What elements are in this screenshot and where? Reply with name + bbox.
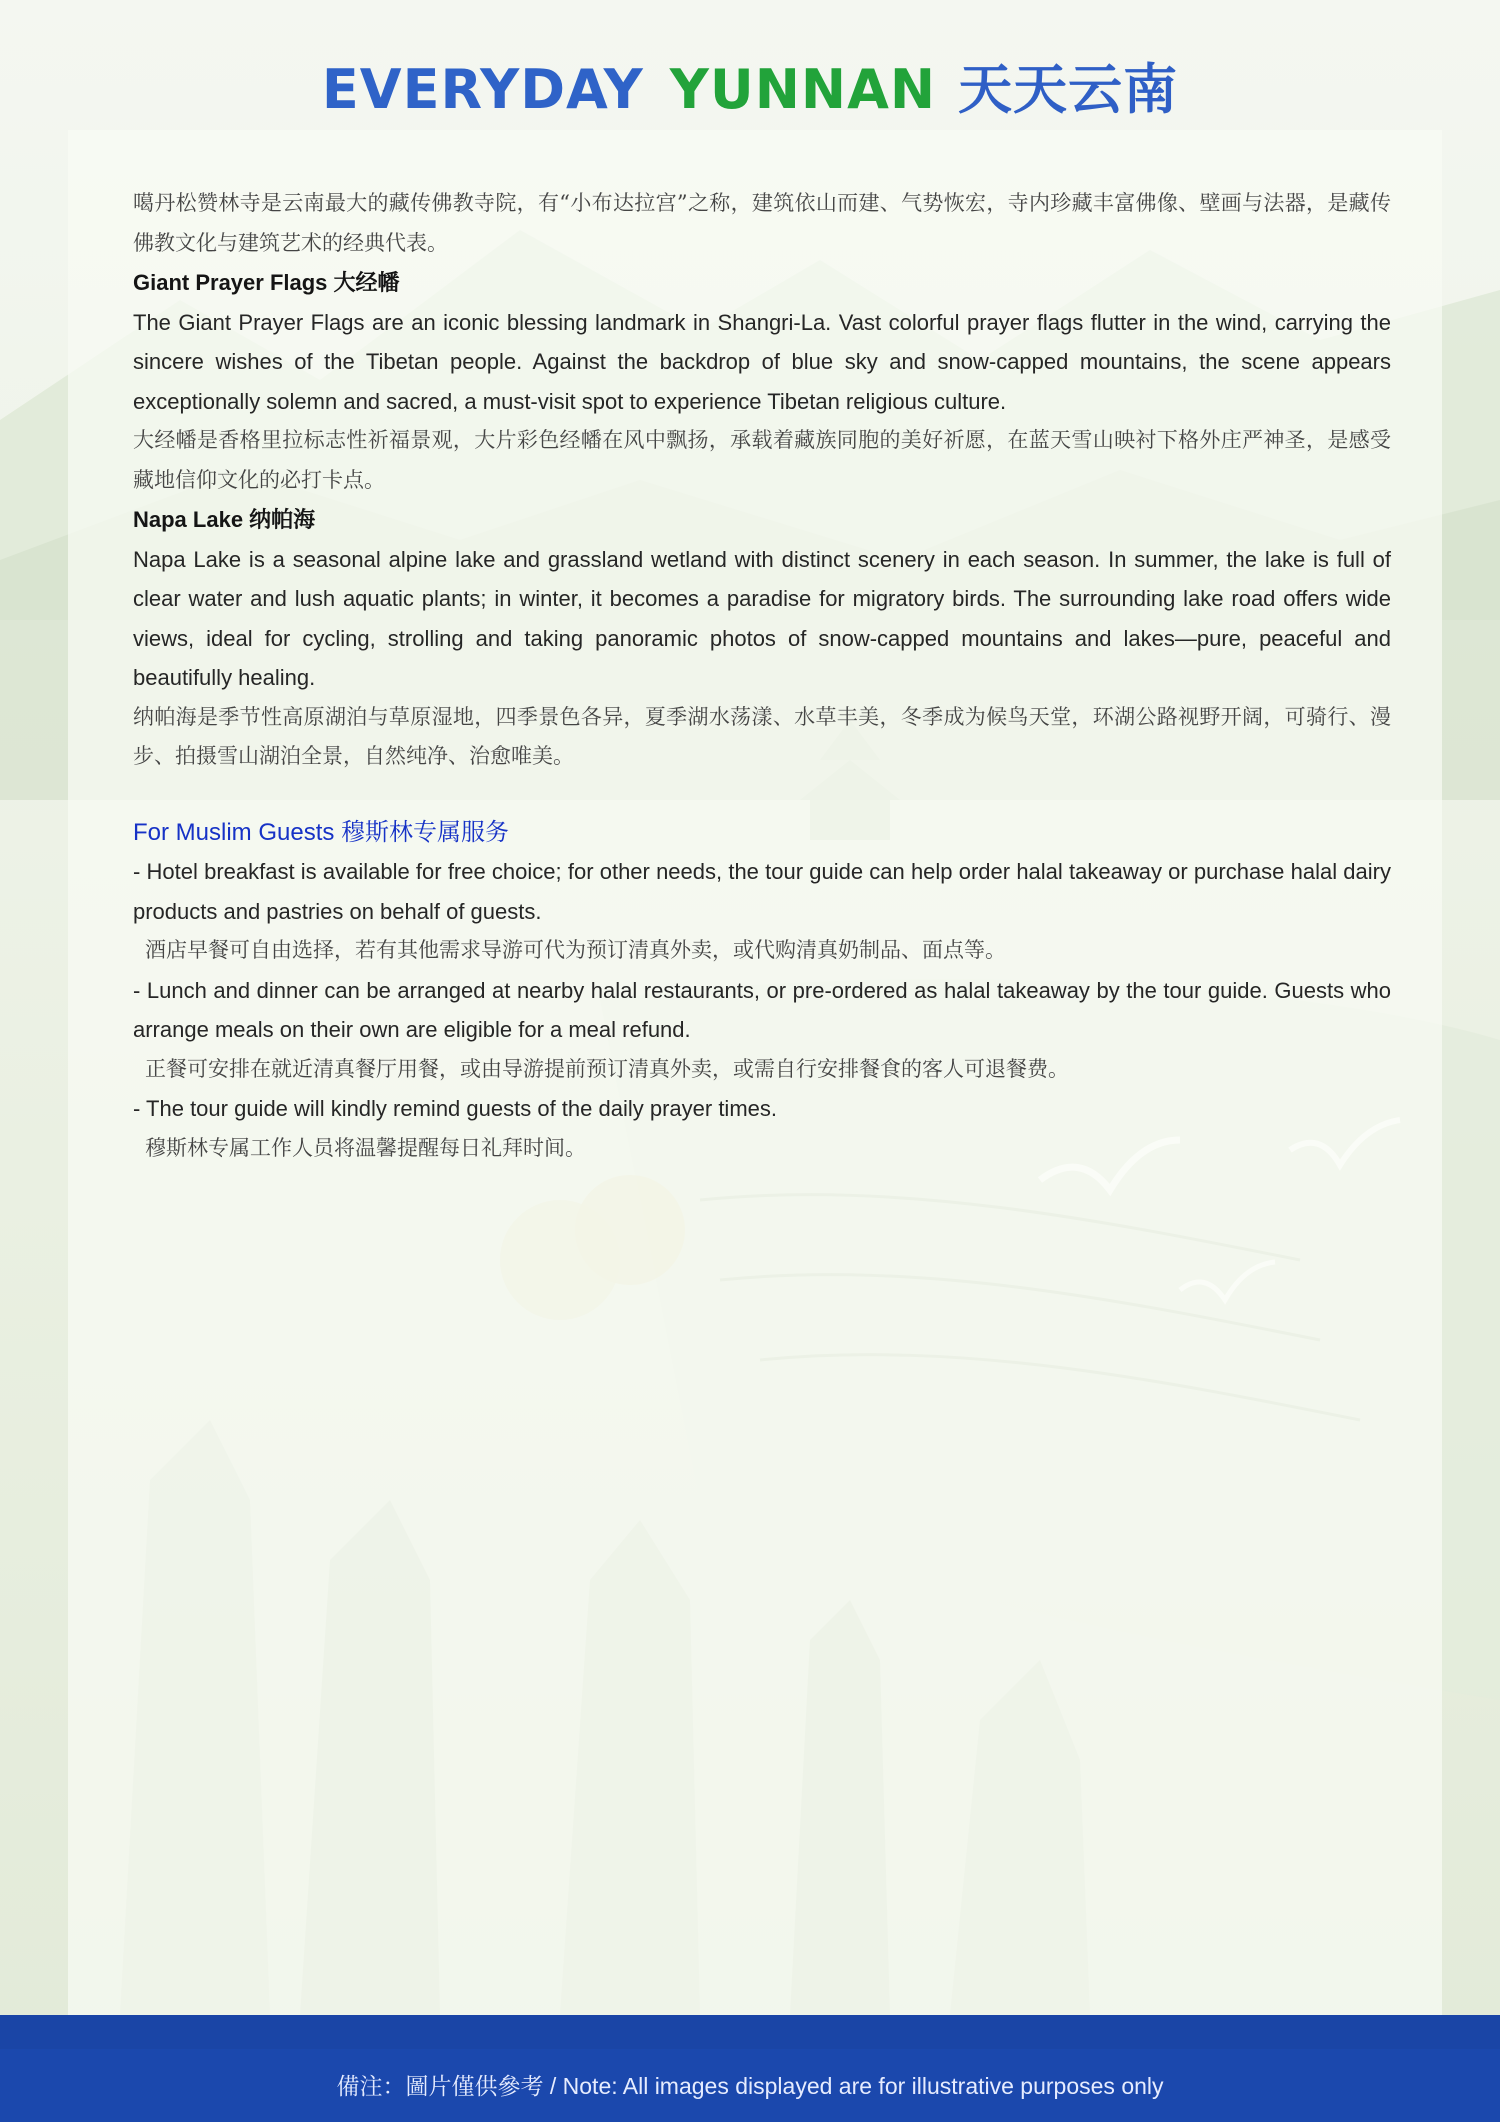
- prayer-flags-cn-text: 大经幡是香格里拉标志性祈福景观，大片彩色经幡在风中飘扬，承载着藏族同胞的美好祈愿，在蓝天雪山映衬下格外庄严神圣，是感受藏地信仰文化的必打卡点。: [133, 428, 1391, 492]
- napa-lake-title: Napa Lake 纳帕海: [133, 507, 316, 532]
- muslim-item-2-cn: 正餐可安排在就近清真餐厅用餐，或由导游提前预订清真外卖，或需自行安排餐食的客人可退餐费。: [145, 1056, 1069, 1081]
- muslim-guests-title: For Muslim Guests 穆斯林专属服务: [133, 818, 510, 846]
- muslim-item-1-en: - Hotel breakfast is available for free choice; for other needs, the tour guide can help order halal takeaway or purchase halal dairy products and pastries on behalf of guests.: [133, 859, 1391, 924]
- header-word-everyday: EVERYDAY: [321, 58, 644, 121]
- footer-note: 備注：圖片僅供參考 / Note: All images displayed are for illustrative purposes only: [336, 2073, 1164, 2099]
- prayer-flags-en-text: The Giant Prayer Flags are an iconic blessing landmark in Shangri-La. Vast colorful prayer flags flutter in the wind, carrying the sincere wishes of the Tibetan people. Against the backdrop of blue sky and snow-capped mountains, the scene appears exceptionally solemn and sacred, a must-visit spot to experience Tibetan religious culture.: [133, 309, 1391, 414]
- footer-stripe: [0, 2015, 1500, 2049]
- header-word-chinese: 天天云南: [958, 58, 1179, 121]
- main-content: [133, 184, 1391, 1168]
- page-header: [0, 58, 1500, 122]
- muslim-item-3-cn: 穆斯林专属工作人员将温馨提醒每日礼拜时间。: [145, 1135, 586, 1160]
- muslim-item-2-en: - Lunch and dinner can be arranged at nearby halal restaurants, or pre-ordered as halal takeaway by the tour guide. Guests who arrange meals on their own are eligible for a meal refund.: [133, 977, 1391, 1042]
- napa-lake-en-text: Napa Lake is a seasonal alpine lake and grassland wetland with distinct scenery in each season. In summer, the lake is full of clear water and lush aquatic plants; in winter, it becomes a paradise for migratory birds. The surrounding lake road offers wide views, ideal for cycling, strolling and taking panoramic photos of snow-capped mountains and lakes—pure, peaceful and beautifully healing.: [133, 546, 1391, 690]
- napa-lake-cn-text: 纳帕海是季节性高原湖泊与草原湿地，四季景色各异，夏季湖水荡漾、水草丰美，冬季成为候鸟天堂，环湖公路视野开阔，可骑行、漫步、拍摄雪山湖泊全景，自然纯净、治愈唯美。: [133, 704, 1391, 768]
- muslim-item-1-cn: 酒店早餐可自由选择，若有其他需求导游可代为预订清真外卖，或代购清真奶制品、面点等。: [145, 938, 1006, 962]
- prayer-flags-title: Giant Prayer Flags 大经幡: [133, 270, 400, 295]
- footer-bar: [0, 2015, 1500, 2122]
- muslim-item-3-en: - The tour guide will kindly remind guests of the daily prayer times.: [133, 1096, 777, 1121]
- header-word-yunnan: YUNNAN: [669, 58, 937, 121]
- songzanlin-cn-text: 噶丹松赞林寺是云南最大的藏传佛教寺院，有“小布达拉宫”之称，建筑依山而建、气势恢宏，寺内珍藏丰富佛像、壁画与法器，是藏传佛教文化与建筑艺术的经典代表。: [133, 191, 1391, 255]
